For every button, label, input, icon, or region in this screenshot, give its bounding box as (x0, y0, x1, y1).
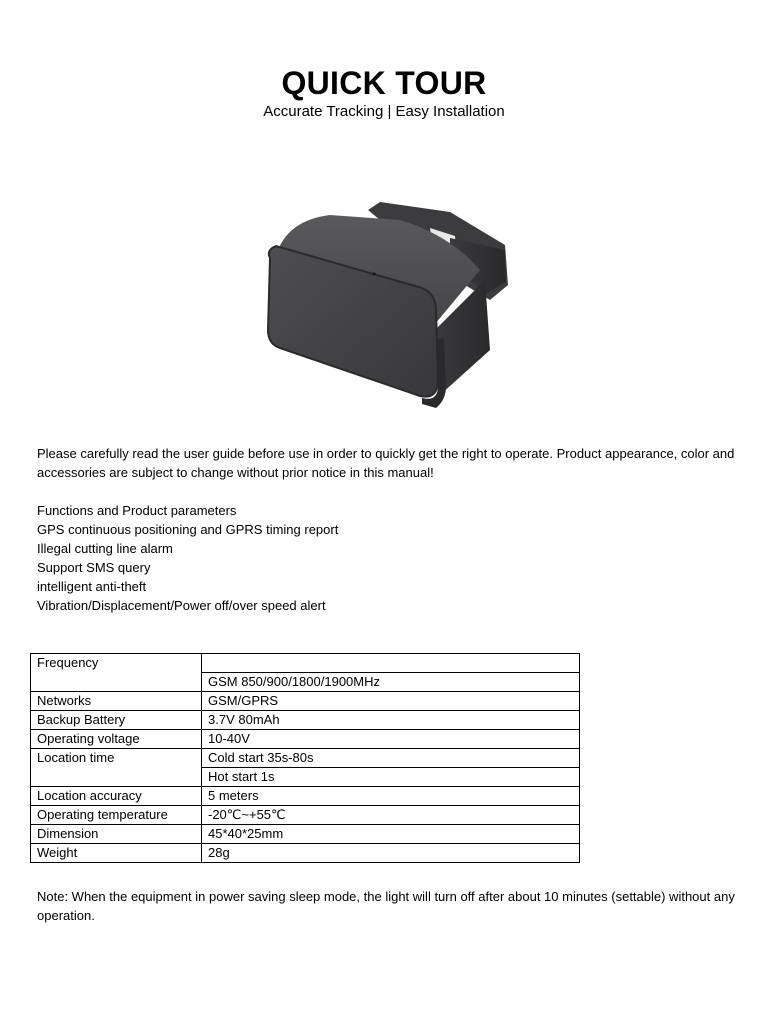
spec-value: Hot start 1s (202, 768, 580, 787)
page-subtitle: Accurate Tracking | Easy Installation (263, 103, 505, 120)
function-item: Illegal cutting line alarm (37, 541, 173, 556)
table-row (31, 844, 580, 863)
spec-label-weight: Weight (31, 844, 202, 863)
spec-label-operating-voltage: Operating voltage (31, 730, 202, 749)
table-row (31, 692, 580, 711)
spec-value: 28g (202, 844, 580, 863)
spec-value: 5 meters (202, 787, 580, 806)
spec-label-networks: Networks (31, 692, 202, 711)
table-row (31, 654, 580, 673)
page-title: QUICK TOUR (281, 65, 487, 101)
function-item: GPS continuous positioning and GPRS timing report (37, 522, 339, 537)
function-item: intelligent anti-theft (37, 579, 147, 594)
spec-value: Cold start 35s-80s (202, 749, 580, 768)
table-row (31, 730, 580, 749)
table-row (31, 825, 580, 844)
spec-value: GSM 850/900/1800/1900MHz (202, 673, 580, 692)
function-item: Support SMS query (37, 560, 151, 575)
table-row (31, 787, 580, 806)
note-paragraph: Note: When the equipment in power saving sleep mode, the light will turn off after about 10 minutes (settable) without any operation. (37, 889, 735, 923)
spec-label-operating-temperature: Operating temperature (31, 806, 202, 825)
intro-paragraph: Please carefully read the user guide before use in order to quickly get the right to operate. Product appearance, color and accessories are subject to change without prior notice in this manual! (37, 446, 735, 480)
spec-value: 10-40V (202, 730, 580, 749)
functions-list (37, 501, 737, 615)
spec-table (30, 653, 580, 863)
spec-value: -20℃~+55℃ (202, 806, 580, 825)
spec-label-backup-battery: Backup Battery (31, 711, 202, 730)
table-row (31, 806, 580, 825)
table-row (31, 711, 580, 730)
spec-label-frequency: Frequency (31, 654, 202, 692)
spec-value (202, 654, 580, 673)
table-row (31, 749, 580, 768)
spec-value: GSM/GPRS (202, 692, 580, 711)
gps-tracker-device-image (250, 190, 520, 420)
spec-label-dimension: Dimension (31, 825, 202, 844)
spec-value: 45*40*25mm (202, 825, 580, 844)
spec-label-location-time: Location time (31, 749, 202, 787)
spec-value: 3.7V 80mAh (202, 711, 580, 730)
function-item: Vibration/Displacement/Power off/over speed alert (37, 598, 326, 613)
spec-label-location-accuracy: Location accuracy (31, 787, 202, 806)
functions-heading: Functions and Product parameters (37, 503, 237, 518)
